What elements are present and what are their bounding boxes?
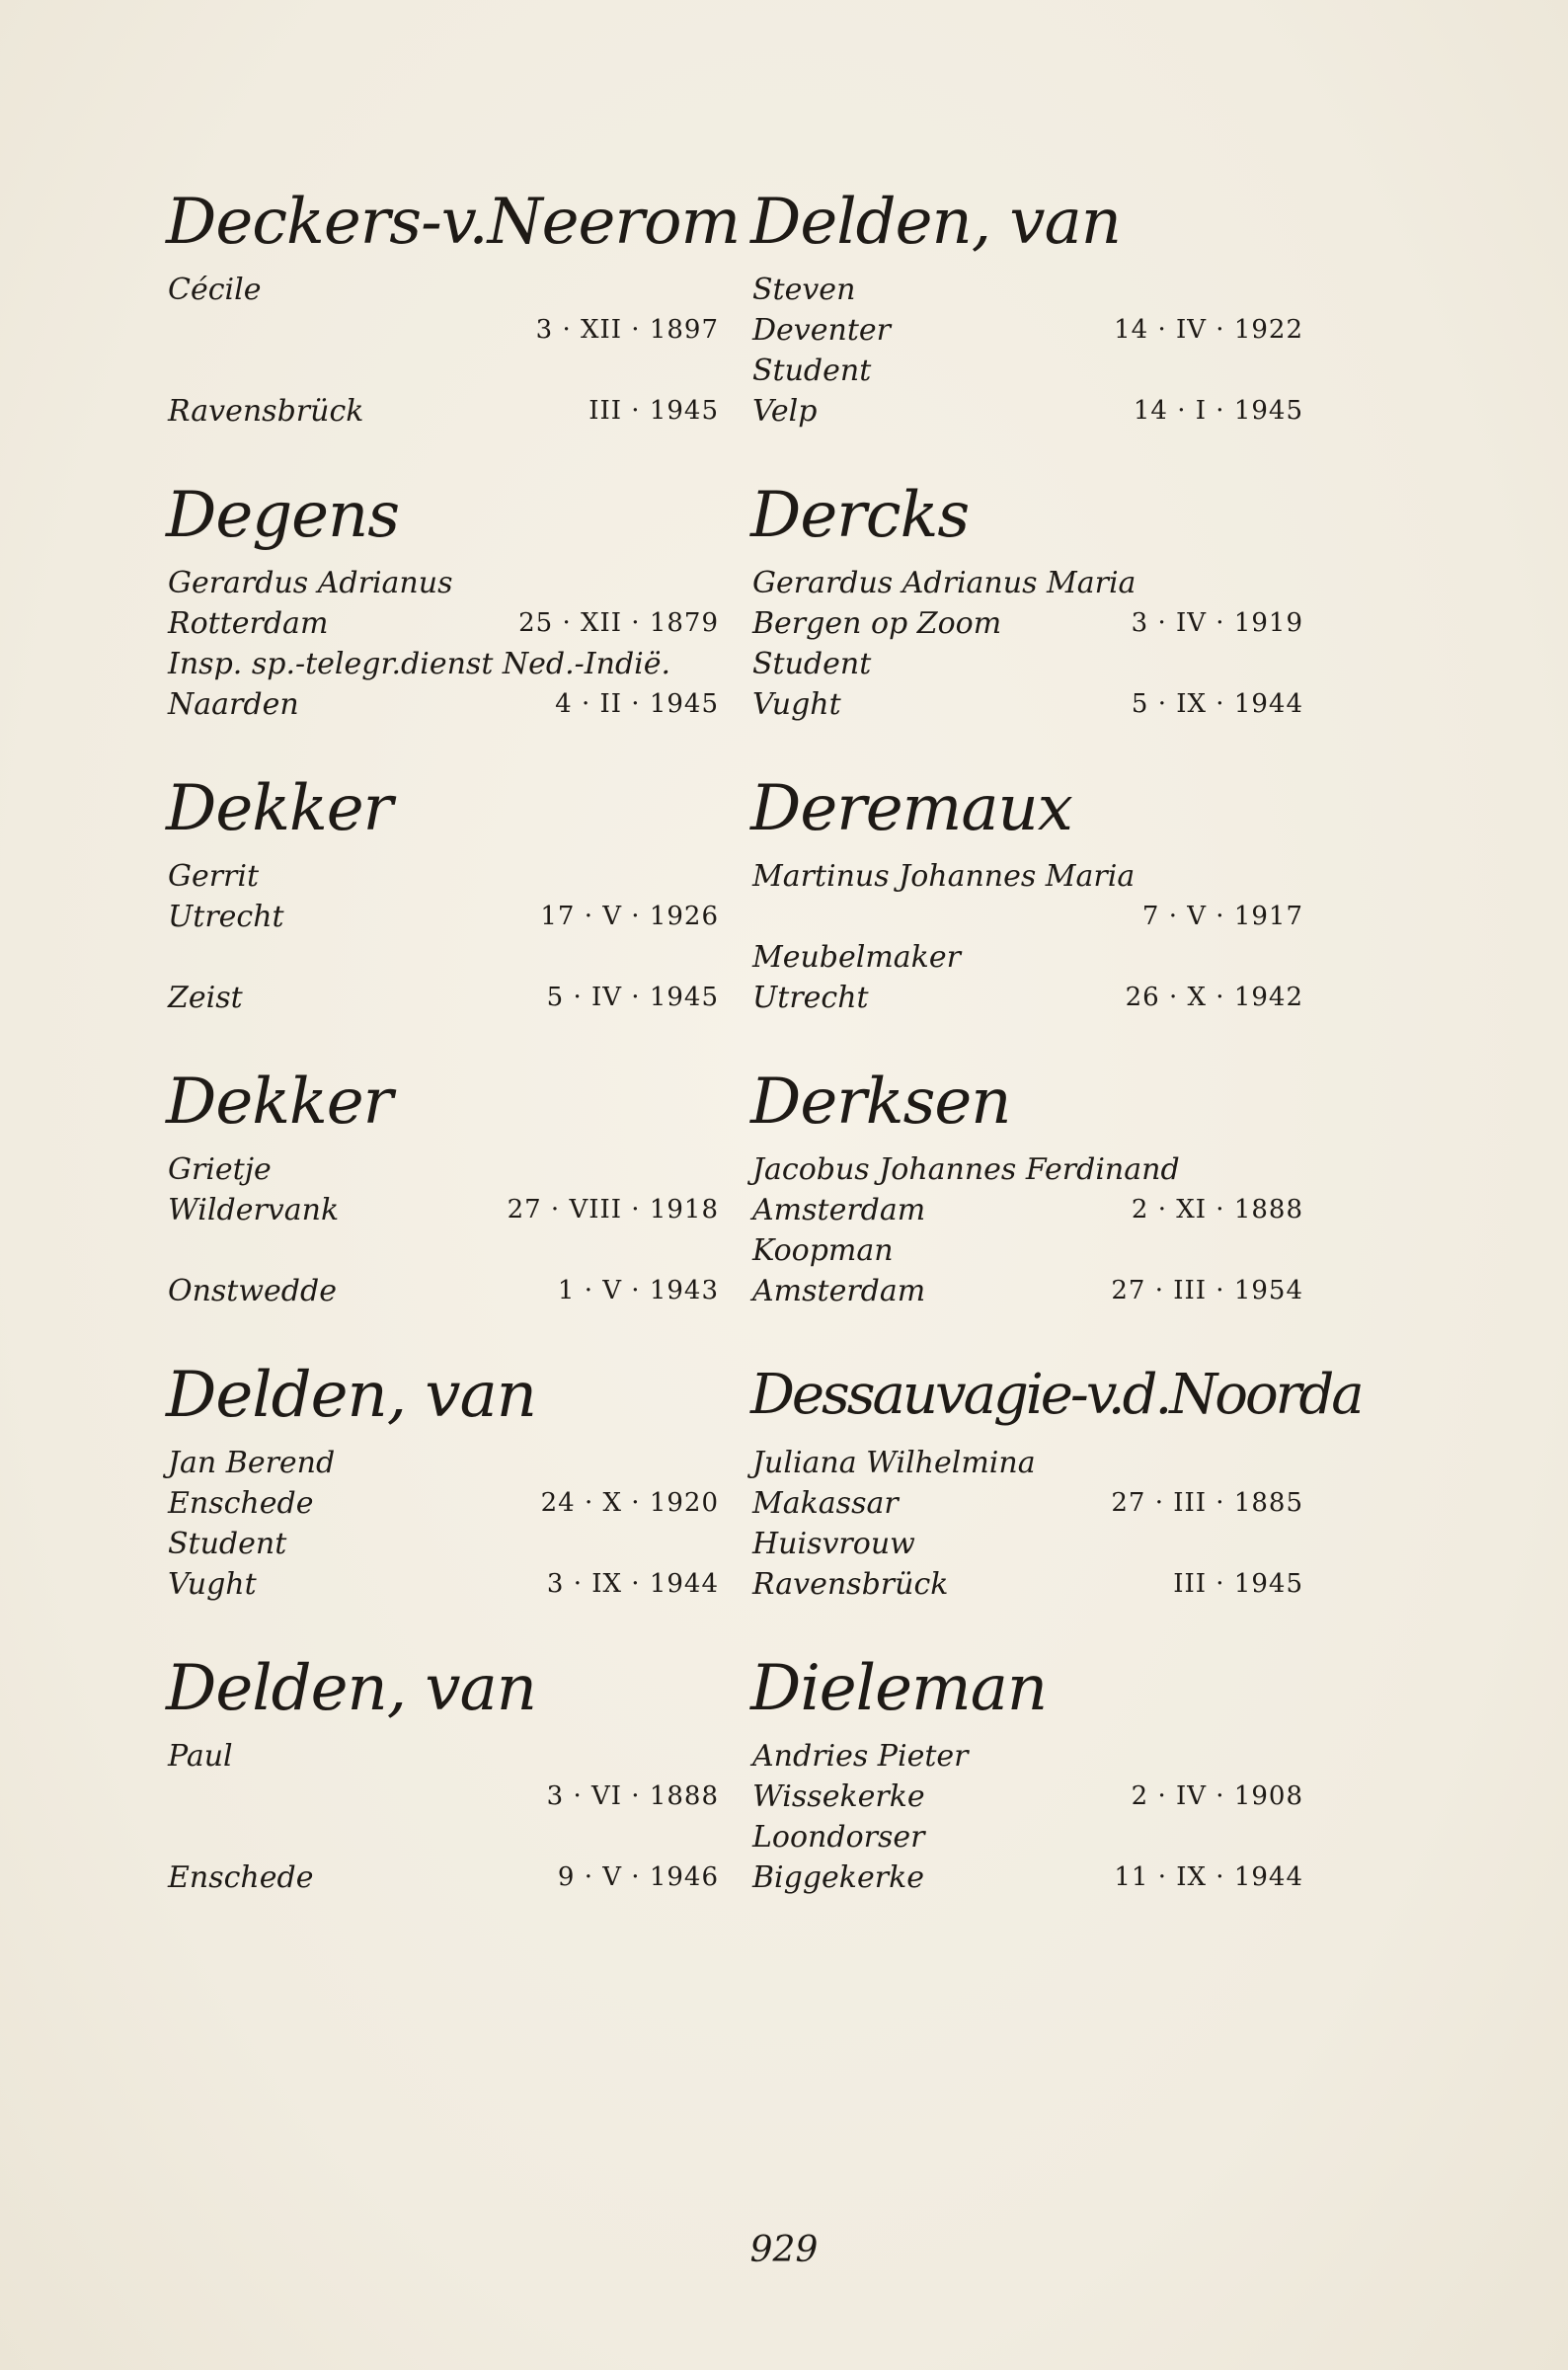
birth-place: Utrecht [168, 900, 284, 934]
death-date: 11 · IX · 1944 [1114, 1862, 1303, 1892]
death-place: Amsterdam [752, 1274, 926, 1308]
death-date: 26 · X · 1942 [1125, 983, 1303, 1012]
given-names: Grietje [168, 1152, 272, 1187]
entry-line [166, 1777, 719, 1817]
occupation: Meubelmaker [752, 940, 961, 975]
entry-line [166, 270, 719, 310]
memorial-entry [750, 183, 1303, 476]
surname-heading: Delden, van [166, 1652, 536, 1725]
death-date: III · 1945 [588, 396, 719, 426]
death-date: 1 · V · 1943 [557, 1276, 719, 1305]
birth-place: Bergen op Zoom [752, 606, 1002, 641]
memorial-entry [166, 1356, 719, 1649]
death-date: 14 · I · 1945 [1133, 396, 1303, 426]
entry-line [166, 351, 719, 391]
occupation: Insp. sp.-telegr.dienst Ned.-Indië. [168, 647, 671, 681]
death-place: Velp [752, 394, 818, 429]
birth-place: Wissekerke [752, 1779, 925, 1814]
entry-line [750, 1230, 1303, 1271]
entry-line [166, 391, 719, 432]
death-place: Onstwedde [168, 1274, 337, 1308]
birth-date: 2 · IV · 1908 [1131, 1781, 1303, 1811]
death-date: 5 · IV · 1945 [546, 983, 719, 1012]
birth-date: 3 · VI · 1888 [546, 1781, 719, 1811]
entry-line [750, 897, 1303, 937]
entry-line [750, 978, 1303, 1018]
entry-line [750, 1777, 1303, 1817]
entry-line [750, 310, 1303, 351]
surname-heading: Dekker [166, 1066, 393, 1139]
death-date: 27 · III · 1954 [1111, 1276, 1303, 1305]
occupation: Loondorser [752, 1820, 925, 1855]
entry-line [166, 1190, 719, 1230]
entry-line [166, 1271, 719, 1311]
death-place: Vught [752, 687, 841, 722]
death-place: Ravensbrück [168, 394, 364, 429]
entry-line [750, 684, 1303, 725]
entry-line [166, 937, 719, 978]
death-place: Zeist [168, 981, 243, 1015]
entry-line [166, 1857, 719, 1898]
birth-place: Makassar [752, 1486, 899, 1521]
memorial-entry [166, 476, 719, 769]
given-names: Martinus Johannes Maria [752, 859, 1136, 894]
given-names: Juliana Wilhelmina [752, 1446, 1036, 1480]
entry-line [166, 1230, 719, 1271]
surname-heading: Degens [166, 479, 400, 552]
memorial-entry [750, 1063, 1303, 1356]
entry-line [166, 684, 719, 725]
death-place: Ravensbrück [752, 1567, 949, 1602]
entry-line [166, 897, 719, 937]
birth-place: Deventer [752, 313, 891, 348]
entry-line [750, 270, 1303, 310]
memorial-entry [166, 183, 741, 476]
given-names: Paul [168, 1739, 233, 1774]
entry-line [166, 563, 719, 603]
birth-date: 3 · XII · 1897 [535, 315, 719, 345]
entry-line [166, 603, 719, 644]
birth-date: 25 · XII · 1879 [518, 608, 719, 638]
birth-date: 2 · XI · 1888 [1131, 1195, 1303, 1224]
page-number: 929 [749, 2230, 819, 2270]
given-names: Jan Berend [168, 1446, 336, 1480]
death-place: Enschede [168, 1860, 314, 1895]
death-place: Naarden [168, 687, 299, 722]
given-names: Gerardus Adrianus Maria [752, 566, 1137, 600]
death-place: Utrecht [752, 981, 869, 1015]
memorial-entry [750, 476, 1303, 769]
birth-date: 14 · IV · 1922 [1114, 315, 1303, 345]
given-names: Jacobus Johannes Ferdinand [752, 1152, 1180, 1187]
birth-place: Enschede [168, 1486, 314, 1521]
given-names: Gerrit [168, 859, 260, 894]
entry-line [750, 1857, 1303, 1898]
entry-line [750, 644, 1303, 684]
birth-place: Wildervank [168, 1193, 340, 1227]
memorial-entry [166, 769, 719, 1063]
given-names: Andries Pieter [752, 1739, 969, 1774]
entry-line [166, 1564, 719, 1605]
birth-date: 27 · VIII · 1918 [507, 1195, 719, 1224]
death-place: Biggekerke [752, 1860, 925, 1895]
birth-place: Amsterdam [752, 1193, 926, 1227]
surname-heading: Dessauvagie-v.d.Noorda [750, 1363, 1362, 1427]
entry-line [750, 1817, 1303, 1857]
death-date: 9 · V · 1946 [557, 1862, 719, 1892]
right-column [750, 183, 1362, 1942]
memorial-entry [750, 1356, 1362, 1649]
entry-line [166, 1443, 719, 1483]
entry-line [750, 1564, 1303, 1605]
memorial-entry [166, 1063, 719, 1356]
death-place: Vught [168, 1567, 257, 1602]
surname-heading: Derksen [750, 1066, 1011, 1139]
surname-heading: Deremaux [750, 772, 1072, 845]
entry-line [750, 563, 1303, 603]
entry-line [750, 856, 1303, 897]
memorial-entry [750, 1649, 1303, 1942]
surname-heading: Delden, van [750, 186, 1121, 259]
left-column [166, 183, 741, 1942]
birth-date: 17 · V · 1926 [540, 902, 719, 931]
entry-line [166, 978, 719, 1018]
occupation: Student [752, 647, 872, 681]
entry-line [750, 937, 1303, 978]
death-date: III · 1945 [1173, 1569, 1303, 1599]
occupation: Student [168, 1527, 287, 1561]
occupation: Huisvrouw [752, 1527, 915, 1561]
entry-line [750, 1149, 1303, 1190]
surname-heading: Dercks [750, 479, 970, 552]
entry-line [750, 1524, 1303, 1564]
entry-line [166, 310, 719, 351]
entry-line [750, 1736, 1303, 1777]
memorial-entry [750, 769, 1303, 1063]
given-names: Cécile [168, 273, 262, 307]
entry-line [166, 856, 719, 897]
death-date: 5 · IX · 1944 [1131, 689, 1303, 719]
death-date: 4 · II · 1945 [555, 689, 719, 719]
given-names: Gerardus Adrianus [168, 566, 453, 600]
death-date: 3 · IX · 1944 [546, 1569, 719, 1599]
occupation: Koopman [752, 1233, 894, 1268]
entry-line [166, 1524, 719, 1564]
entry-line [750, 391, 1303, 432]
entry-line [750, 1443, 1303, 1483]
entry-line [166, 1736, 719, 1777]
occupation: Student [752, 354, 872, 388]
entry-line [166, 1817, 719, 1857]
surname-heading: Deckers-v.Neerom [166, 186, 741, 259]
birth-date: 24 · X · 1920 [540, 1488, 719, 1518]
entry-line [750, 1271, 1303, 1311]
birth-place: Rotterdam [168, 606, 329, 641]
given-names: Steven [752, 273, 856, 307]
entry-line [750, 1483, 1303, 1524]
memorial-entry [166, 1649, 719, 1942]
entry-line [166, 1149, 719, 1190]
entry-line [750, 603, 1303, 644]
birth-date: 3 · IV · 1919 [1131, 608, 1303, 638]
entry-line [750, 351, 1303, 391]
entry-line [750, 1190, 1303, 1230]
birth-date: 27 · III · 1885 [1111, 1488, 1303, 1518]
surname-heading: Dieleman [750, 1652, 1048, 1725]
surname-heading: Dekker [166, 772, 393, 845]
entry-line [166, 644, 719, 684]
birth-date: 7 · V · 1917 [1141, 902, 1303, 931]
entry-line [166, 1483, 719, 1524]
surname-heading: Delden, van [166, 1359, 536, 1432]
